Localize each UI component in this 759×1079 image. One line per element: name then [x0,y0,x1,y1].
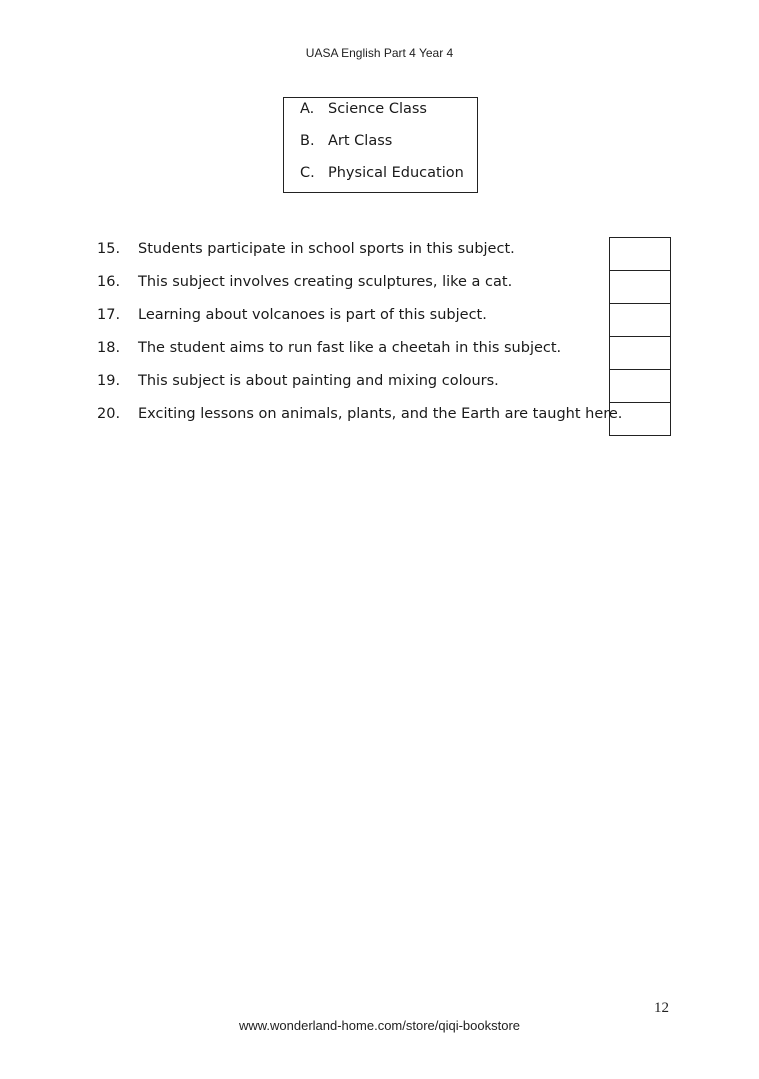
page-header: UASA English Part 4 Year 4 [305,46,454,60]
question-text: Students participate in school sports in this subject. [138,241,515,257]
question-text: Exciting lessons on animals, plants, and the Earth are taught here. [138,406,623,422]
footer-url: www.wonderland-home.com/store/qiqi-bookstore [238,1018,521,1033]
question-17 [97,307,487,323]
question-number: 20. [97,406,121,422]
answer-box-15[interactable] [610,238,670,271]
option-b [300,133,392,149]
option-letter: C. [300,165,315,181]
option-text: Physical Education [328,165,464,181]
option-a [300,101,427,117]
question-number: 18. [97,340,121,356]
answer-box-19[interactable] [610,370,670,403]
question-18 [97,340,561,356]
question-text: This subject involves creating sculptures, like a cat. [138,274,513,290]
option-letter: A. [300,101,315,117]
answer-box-18[interactable] [610,337,670,370]
question-15 [97,241,515,257]
question-number: 15. [97,241,121,257]
options-box [283,97,478,193]
answer-box-17[interactable] [610,304,670,337]
question-16 [97,274,512,290]
option-letter: B. [300,133,315,149]
page-number: 12 [654,1000,669,1016]
question-text: Learning about volcanoes is part of this subject. [138,307,487,323]
question-number: 16. [97,274,121,290]
option-text: Science Class [328,101,427,117]
question-number: 17. [97,307,121,323]
question-text: This subject is about painting and mixing colours. [138,373,499,389]
answer-boxes [609,237,671,436]
answer-box-20[interactable] [610,403,670,435]
option-c [300,165,464,181]
question-19 [97,373,499,389]
option-text: Art Class [328,133,393,149]
question-text: The student aims to run fast like a cheetah in this subject. [138,340,562,356]
question-number: 19. [97,373,121,389]
answer-box-16[interactable] [610,271,670,304]
question-20 [97,406,622,422]
